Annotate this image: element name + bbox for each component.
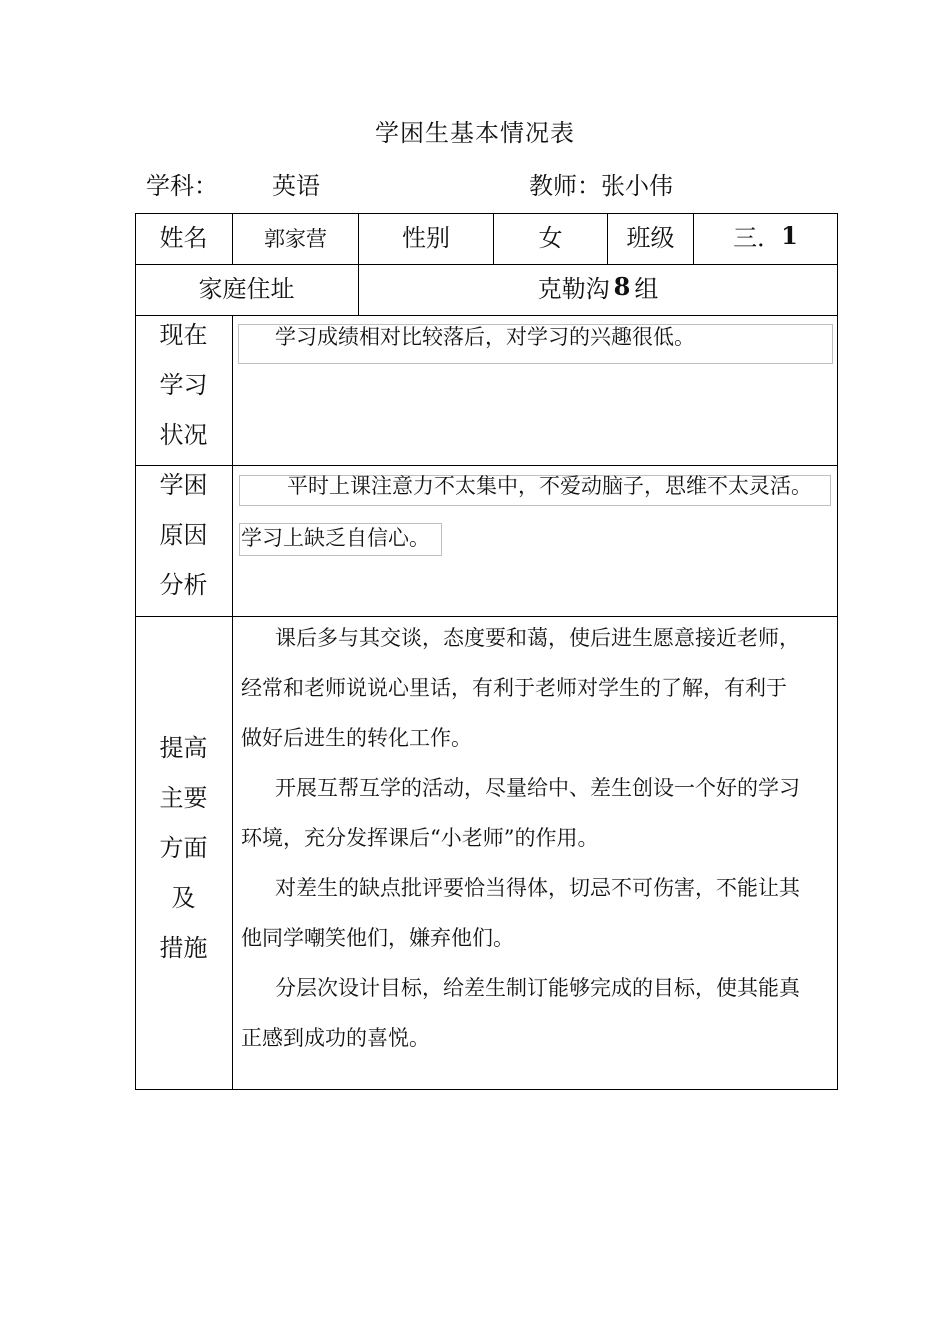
measure-line: 他同学嘲笑他们，嫌弃他们。	[241, 926, 514, 950]
class-value	[694, 213, 837, 257]
address-prefix: 克勒沟	[537, 274, 610, 303]
status-label-line: 现在	[159, 321, 208, 349]
address-number: 8	[613, 271, 631, 301]
subject-value: 英语	[272, 172, 320, 200]
cause-text-line2: 学习上缺乏自信心。	[241, 526, 430, 550]
measure-line: 开展互帮互学的活动，尽量给中、差生创设一个好的学习	[275, 776, 800, 800]
address-value	[359, 264, 837, 308]
measure-label-line: 措施	[159, 934, 208, 962]
table-border-bottom	[135, 1089, 838, 1090]
measure-label-line: 方面	[159, 834, 208, 862]
table-border-right	[837, 213, 838, 1090]
cause-text-line1: 平时上课注意力不太集中，不爱动脑子，思维不太灵活。	[287, 474, 812, 498]
name-value: 郭家营	[264, 227, 327, 251]
measure-line: 经常和老师说说心里话，有利于老师对学生的了解，有利于	[241, 676, 787, 700]
measure-line: 对差生的缺点批评要恰当得体，切忌不可伤害，不能让其	[275, 876, 800, 900]
measure-label-line: 主要	[159, 784, 208, 812]
class-value-number: 1	[781, 220, 798, 250]
measure-line: 正感到成功的喜悦。	[241, 1026, 430, 1050]
teacher-label: 教师：张小伟	[529, 172, 673, 200]
gender-label: 性别	[402, 223, 450, 252]
table-col-divider	[232, 315, 233, 1090]
student-info-table	[135, 213, 838, 1090]
measure-line: 课后多与其交谈，态度要和蔼，使后进生愿意接近老师，	[275, 626, 800, 650]
address-suffix: 组	[634, 274, 659, 303]
status-label-line: 状况	[159, 421, 208, 449]
measure-line: 分层次设计目标，给差生制订能够完成的目标，使其能真	[275, 976, 800, 1000]
class-label: 班级	[626, 223, 675, 252]
address-label: 家庭住址	[198, 274, 295, 303]
gender-value: 女	[538, 223, 563, 252]
status-label	[135, 310, 232, 460]
cause-label-line: 原因	[159, 521, 208, 549]
measure-label	[135, 723, 232, 973]
measure-label-line: 提高	[159, 734, 208, 762]
name-label: 姓名	[159, 223, 208, 252]
cause-label-line: 学困	[159, 471, 208, 499]
class-value-prefix: 三．	[733, 223, 782, 252]
cause-label-line: 分析	[159, 571, 208, 599]
measure-line: 环境，充分发挥课后“小老师”的作用。	[241, 826, 599, 850]
document-title: 学困生基本情况表	[375, 119, 575, 147]
status-text: 学习成绩相对比较落后，对学习的兴趣很低。	[275, 325, 695, 349]
status-label-line: 学习	[159, 371, 208, 399]
cause-label	[135, 460, 232, 610]
measure-line: 做好后进生的转化工作。	[241, 726, 472, 750]
measure-label-line: 及	[171, 884, 196, 912]
subject-label: 学科：	[146, 172, 218, 200]
